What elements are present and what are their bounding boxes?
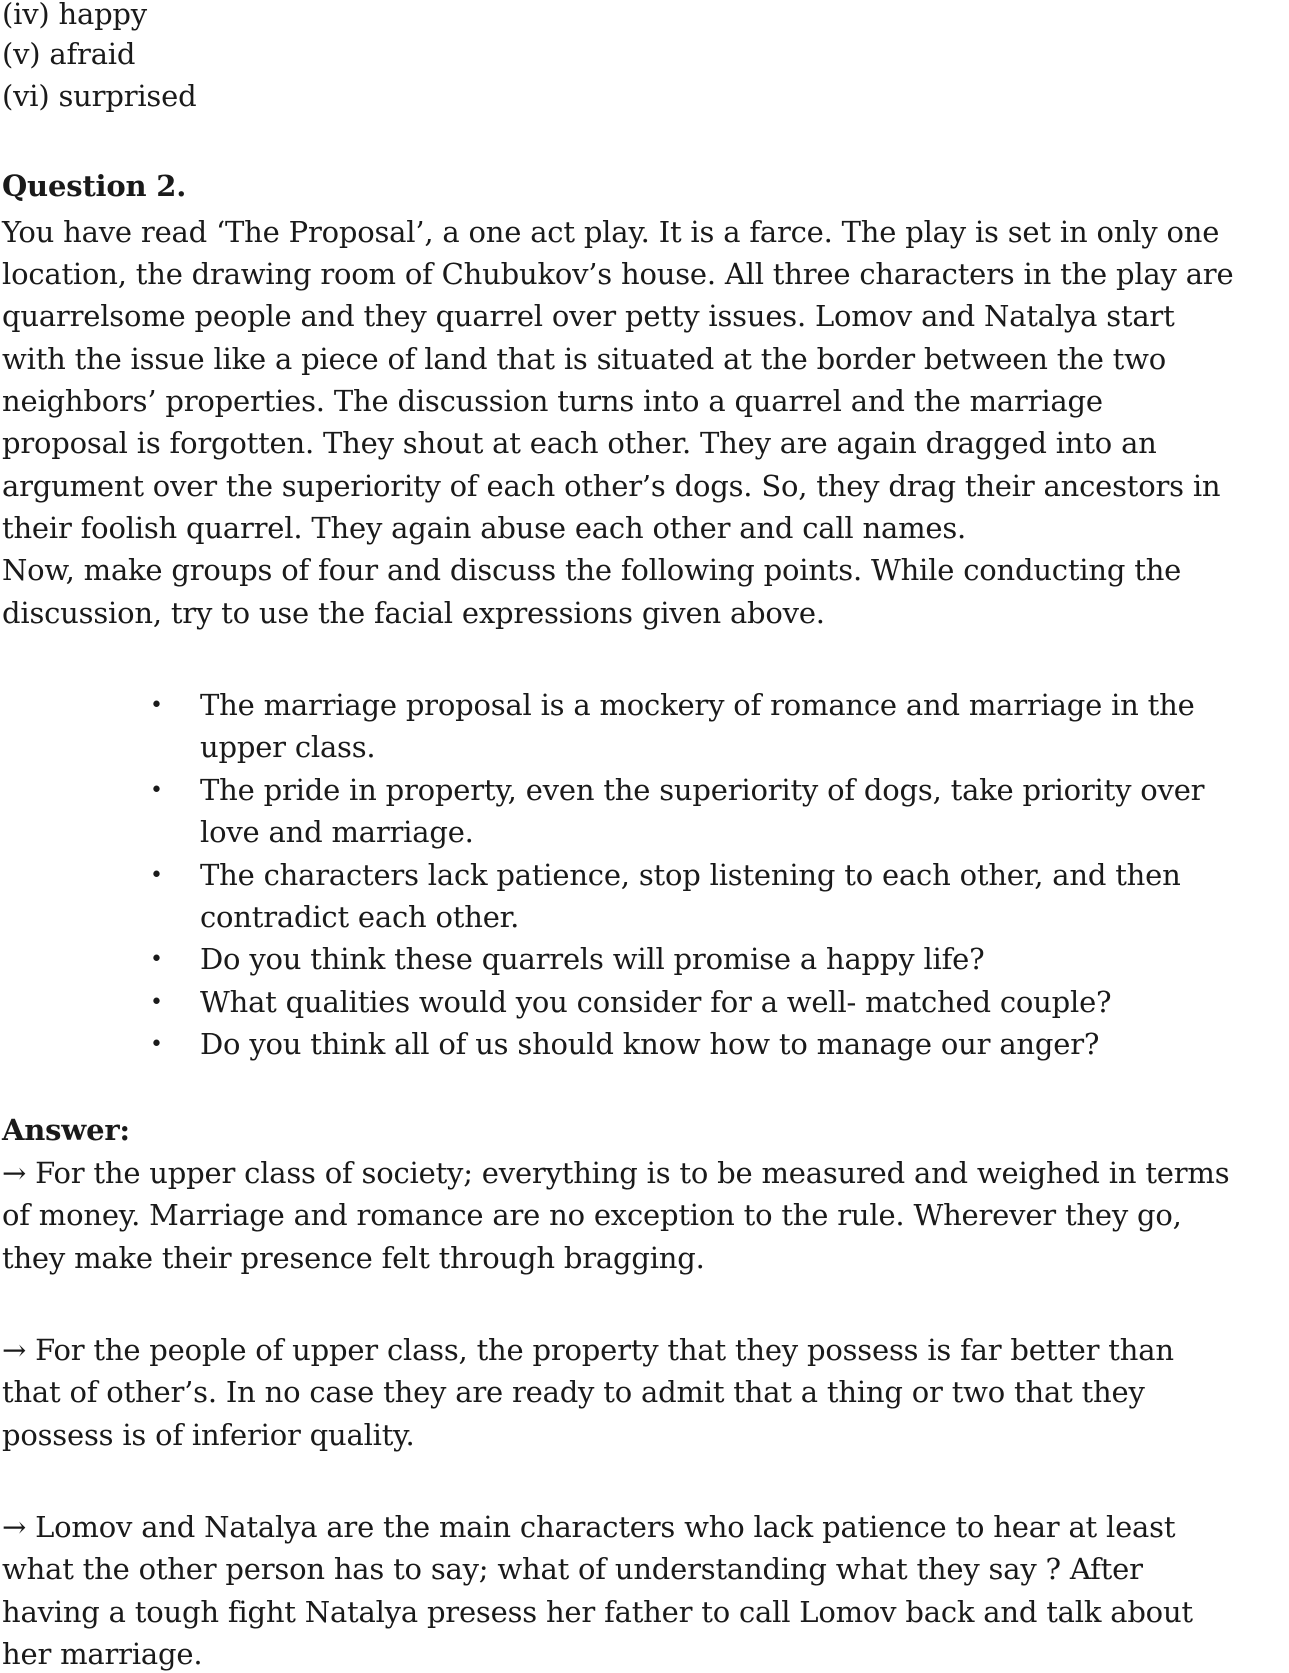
paragraph-line: quarrelsome people and they quarrel over petty issues. Lomov and Natalya start [2, 299, 1175, 333]
answer-line: → For the upper class of society; everything is to be measured and weighed in terms [2, 1156, 1230, 1190]
bullet-icon: • [150, 990, 163, 1015]
list-item-line: What qualities would you consider for a well- matched couple? [200, 985, 1112, 1019]
answer-heading: Answer: [2, 1113, 130, 1147]
bullet-icon: • [150, 1032, 163, 1057]
answer-line: → For the people of upper class, the property that they possess is far better than [2, 1333, 1174, 1367]
paragraph-line: with the issue like a piece of land that is situated at the border between the two [2, 342, 1167, 376]
paragraph-line: neighbors’ properties. The discussion turns into a quarrel and the marriage [2, 384, 1103, 418]
answer-line: → Lomov and Natalya are the main characters who lack patience to hear at least [2, 1510, 1176, 1544]
list-item-line: contradict each other. [200, 900, 520, 934]
paragraph-line: Now, make groups of four and discuss the following points. While conducting the [2, 553, 1182, 587]
list-item-line: The pride in property, even the superiority of dogs, take priority over [200, 773, 1205, 807]
option-iv: (iv) happy [2, 0, 147, 31]
bullet-icon: • [150, 693, 163, 718]
list-item-line: The marriage proposal is a mockery of romance and marriage in the [200, 688, 1195, 722]
paragraph-line: You have read ‘The Proposal’, a one act play. It is a farce. The play is set in only one [2, 215, 1220, 249]
answer-line: having a tough fight Natalya presess her father to call Lomov back and talk about [2, 1595, 1193, 1629]
paragraph-line: argument over the superiority of each other’s dogs. So, they drag their ancestors in [2, 469, 1221, 503]
answer-line: her marriage. [2, 1637, 203, 1671]
list-item-line: Do you think these quarrels will promise a happy life? [200, 942, 985, 976]
bullet-icon: • [150, 947, 163, 972]
list-item-line: upper class. [200, 730, 376, 764]
bullet-icon: • [150, 778, 163, 803]
paragraph-line: discussion, try to use the facial expressions given above. [2, 596, 825, 630]
list-item-line: The characters lack patience, stop listening to each other, and then [200, 858, 1181, 892]
question-heading: Question 2. [2, 169, 187, 203]
paragraph-line: proposal is forgotten. They shout at each other. They are again dragged into an [2, 426, 1157, 460]
paragraph-line: their foolish quarrel. They again abuse each other and call names. [2, 511, 967, 545]
answer-line: of money. Marriage and romance are no exception to the rule. Wherever they go, [2, 1198, 1182, 1232]
list-item-line: love and marriage. [200, 815, 474, 849]
paragraph-line: location, the drawing room of Chubukov’s house. All three characters in the play are [2, 257, 1234, 291]
list-item-line: Do you think all of us should know how to manage our anger? [200, 1027, 1100, 1061]
option-v: (v) afraid [2, 37, 136, 71]
bullet-icon: • [150, 863, 163, 888]
answer-line: what the other person has to say; what of understanding what they say ? After [2, 1552, 1143, 1586]
option-vi: (vi) surprised [2, 79, 197, 113]
answer-line: possess is of inferior quality. [2, 1418, 415, 1452]
answer-line: that of other’s. In no case they are ready to admit that a thing or two that they [2, 1375, 1145, 1409]
answer-line: they make their presence felt through bragging. [2, 1241, 705, 1275]
